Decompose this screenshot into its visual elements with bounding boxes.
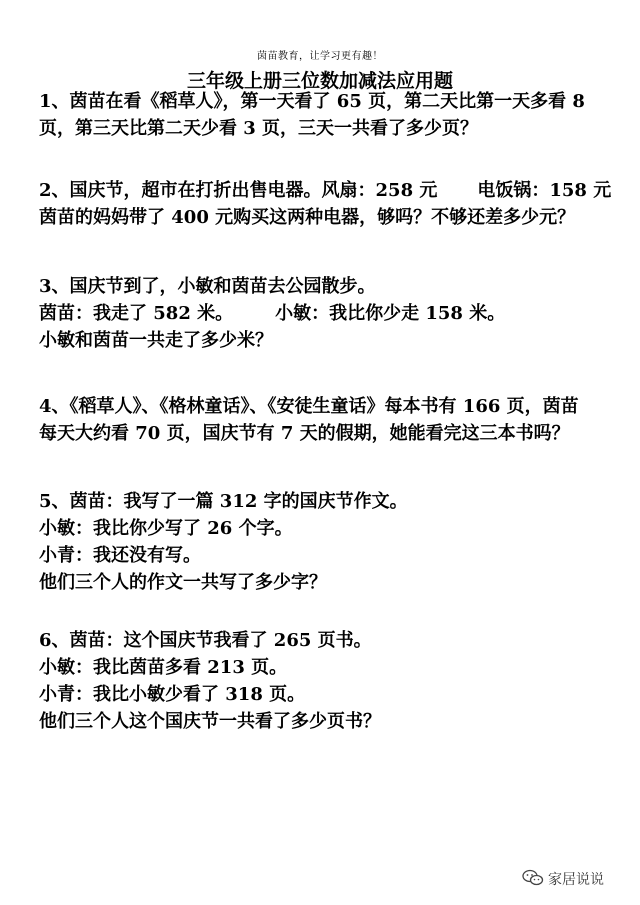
question-2 [39, 177, 619, 231]
question-5-line-1: 5、茵苗：我写了一篇 312 字的国庆节作文。 [39, 491, 408, 512]
page-title: 三年级上册三位数加减法应用题 [186, 70, 453, 92]
watermark-text: 家居说说 [548, 872, 604, 888]
question-3-line-3: 小敏和茵苗一共走了多少米？ [39, 330, 273, 351]
question-3-line-2 [39, 300, 619, 327]
question-5-line-3: 小青：我还没有写。 [39, 545, 201, 566]
question-3-xiaomin: 小敏：我比你少走 158 米。 [275, 303, 506, 324]
question-1-line-2: 页，第三天比第二天少看 3 页，三天一共看了多少页？ [39, 118, 479, 139]
watermark [522, 869, 604, 891]
question-6 [39, 627, 619, 735]
question-2-fan-price: 2、国庆节，超市在打折出售电器。风扇：258 元 [39, 180, 438, 201]
question-2-line-2: 茵苗的妈妈带了 400 元购买这两种电器，够吗？不够还差多少元？ [39, 207, 576, 228]
question-1 [39, 88, 619, 142]
question-6-line-2: 小敏：我比茵苗多看 213 页。 [39, 657, 288, 678]
question-2-line-1 [39, 177, 619, 204]
question-5 [39, 488, 619, 596]
question-6-line-3: 小青：我比小敏少看了 318 页。 [39, 684, 306, 705]
question-4-line-2: 每天大约看 70 页，国庆节有 7 天的假期，她能看完这三本书吗？ [39, 423, 570, 444]
question-3-line-1: 3、国庆节到了，小敏和茵苗去公园散步。 [39, 276, 376, 297]
question-5-line-4: 他们三个人的作文一共写了多少字？ [39, 572, 327, 593]
question-4 [39, 393, 619, 447]
question-6-line-4: 他们三个人这个国庆节一共看了多少页书？ [39, 711, 381, 732]
question-1-line-1: 1、茵苗在看《稻草人》，第一天看了 65 页，第二天比第一天多看 8 [39, 91, 585, 112]
question-6-line-1: 6、茵苗：这个国庆节我看了 265 页书。 [39, 630, 372, 651]
question-5-line-2: 小敏：我比你少写了 26 个字。 [39, 518, 293, 539]
wechat-icon [522, 869, 544, 891]
question-4-line-1: 4、《稻草人》、《格林童话》、《安徒生童话》每本书有 166 页，茵苗 [39, 396, 579, 417]
question-3-miaomiao: 茵苗：我走了 582 米。 [39, 303, 234, 324]
question-2-cooker-price: 电饭锅：158 元 [477, 180, 612, 201]
page-header: 茵苗教育，让学习更有趣！ [257, 51, 383, 62]
question-3 [39, 273, 619, 354]
